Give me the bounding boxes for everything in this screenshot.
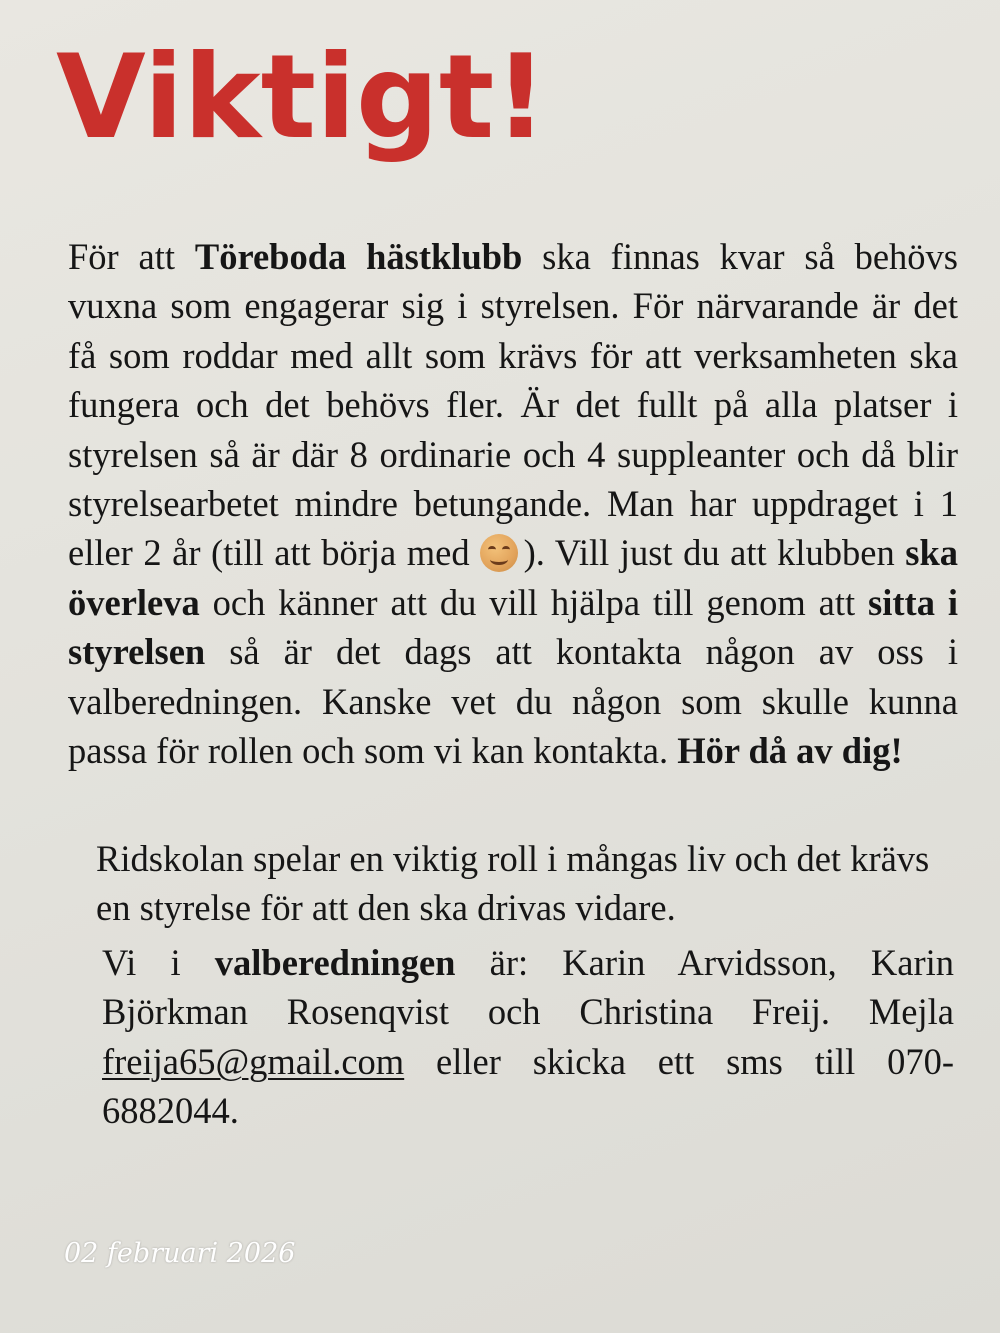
text-segment: Vi i	[102, 942, 215, 983]
smiling-face-icon	[480, 534, 518, 572]
text-segment: För att	[68, 236, 195, 277]
club-name: Töreboda hästklubb	[194, 236, 523, 277]
text-segment: så är det dags att kontakta någon av oss i valberedningen. Kanske vet du någon som skulle kunna passa för rollen och som vi kan kontakta.	[68, 631, 958, 772]
text-segment: ). Vill just du att klubben	[523, 532, 906, 574]
email-link[interactable]: freija65@gmail.com	[102, 1040, 405, 1082]
paragraph-appeal	[68, 232, 958, 775]
emphasis-board: sitta i styrelsen	[68, 581, 958, 673]
text-segment: eller skicka ett sms till 070-6882044.	[102, 1040, 954, 1132]
text-segment: och känner att du vill hjälpa till genom att	[199, 581, 869, 623]
emphasis-contact: Hör då av dig!	[677, 730, 903, 772]
paragraph-riding-school: Ridskolan spelar en viktig roll i mångas liv och det krävs en styrelse för att den ska drivas vidare.	[96, 838, 930, 929]
text-segment: är: Karin Arvidsson, Karin Björkman Rosenqvist och Christina Freij. Mejla	[102, 942, 954, 1033]
heading-title: Viktigt!	[56, 30, 548, 165]
emphasis-survive: ska överleva	[68, 532, 958, 623]
paragraph-committee	[102, 938, 954, 1136]
committee-label: valberedningen	[214, 942, 456, 983]
text-segment: ska finnas kvar så behövs vuxna som engagerar sig i styrelsen. För närvarande är det få som roddar med allt som krävs för att verksamheten ska fungera och det behövs fler. Är det fullt på alla platser i styrelsen så är där 8 ordinarie och 4 suppleanter och då blir styrelsearbetet mindre betungande. Man har uppdraget i 1 eller 2 år (till att börja med	[68, 236, 959, 574]
date-stamp: 02 februari 2026	[64, 1238, 296, 1269]
